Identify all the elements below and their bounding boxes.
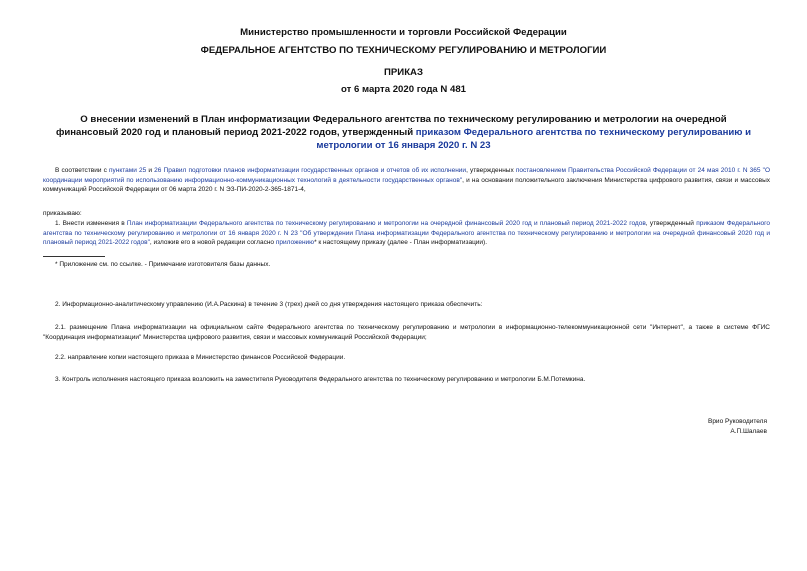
- signatory-name: А.П.Шалаев: [730, 428, 767, 435]
- item-3-paragraph: 3. Контроль исполнения настоящего приказа возложить на заместителя Руководителя Федерального агентства по техническому регулированию и метрологии Б.М.Потемкина.: [55, 376, 586, 383]
- order-word: приказываю:: [43, 210, 82, 217]
- rules-point-25-link[interactable]: пунктами 25: [109, 167, 147, 174]
- item-2-1-paragraph: 2.1. размещение Плана информатизации на официальном сайте Федерального агентства по техническому регулированию и метрологии в информационно-телекоммуникационной сети "Интернет", а также в системе ФГИС "Координация информатизации" Министерства цифрового развития, связи и массовых коммуникаций Российской Федерации;: [43, 324, 770, 341]
- item-2-paragraph: 2. Информационно-аналитическому управлению (И.А.Раскина) в течение 3 (трех) дней со дня утверждения настоящего приказа обеспечить:: [55, 301, 483, 308]
- signatory-position: Врио Руководителя: [707, 418, 767, 425]
- preamble-paragraph: В соответствии с пунктами 25 и 26 Правил подготовки планов информатизации государственных органов и отчетов об их исполнении, утвержденных постановлением Правительства Российской Федерации от 24 мая 2010 г. N 365 "О координации мероприятий по использованию информационно-коммуникационных технологий в деятельности государственных органов", и на основании положительного заключения Министерства цифрового развития, связи и массовых коммуникаций Российской Федерации от 06 марта 2020 г. N ЭЗ-ПИ-2020-2-365-1871-4,: [43, 167, 771, 194]
- title-order-link[interactable]: приказом Федерального агентства по техническому регулированию и метрологии от 16 января 2020 г. N 23: [316, 127, 752, 151]
- rules-link[interactable]: Правил подготовки планов информатизации государственных органов и отчетов об их исполнении: [163, 167, 467, 174]
- doc-type: ПРИКАЗ: [384, 67, 423, 78]
- item-2-2-paragraph: 2.2. направление копии настоящего приказа в Министерство финансов Российской Федерации.: [55, 354, 346, 361]
- order-23-link[interactable]: приказом Федерального агентства по техническому регулированию и метрологии от 16 января 2020 г. N 23 "Об утверждении Плана информатизации Федерального агентства по техническому регулированию и метрологии на очередной финансовый 2020 год и плановый период 2021-2022 годов": [43, 220, 771, 247]
- appendix-link[interactable]: приложению: [275, 239, 315, 247]
- title-text: О внесении изменений в План информатизации Федерального агентства по техническому регулированию и метрологии на очередной финансовый 2020 год и плановый период 2021-2022 годов, утвержденный: [55, 114, 727, 138]
- footnote: * Приложение см. по ссылке. - Примечание изготовителя базы данных.: [55, 261, 271, 268]
- document-title: [48, 113, 759, 152]
- government-decree-link[interactable]: постановлением Правительства Российской Федерации от 24 мая 2010 г. N 365 "О координации мероприятий по использованию информационно-коммуникационных технологий в деятельности государственных органов": [43, 167, 771, 184]
- ministry-name: Министерство промышленности и торговли Российской Федерации: [240, 27, 567, 38]
- agency-name: ФЕДЕРАЛЬНОЕ АГЕНТСТВО ПО ТЕХНИЧЕСКОМУ РЕГУЛИРОВАНИЮ И МЕТРОЛОГИИ: [200, 45, 607, 56]
- rules-point-26-link[interactable]: 26: [154, 167, 162, 174]
- informatization-plan-link[interactable]: План информатизации Федерального агентства по техническому регулированию и метрологии на очередной финансовый 2020 год и плановый период 2021-2022 годов: [126, 220, 646, 227]
- doc-date-number: от 6 марта 2020 года N 481: [340, 84, 467, 95]
- item-1-paragraph: 1. Внести изменения в План информатизации Федерального агентства по техническому регулированию и метрологии на очередной финансовый 2020 год и плановый период 2021-2022 годов, утвержденный приказом Федерального агентства по техническому регулированию и метрологии от 16 января 2020 г. N 23 "Об утверждении Плана информатизации Федерального агентства по техническому регулированию и метрологии на очередной финансовый 2020 год и плановый период 2021-2022 годов", изложив его в новой редакции согласно приложению* к настоящему приказу (далее - План информатизации).: [43, 220, 771, 247]
- footnote-divider: [43, 256, 105, 257]
